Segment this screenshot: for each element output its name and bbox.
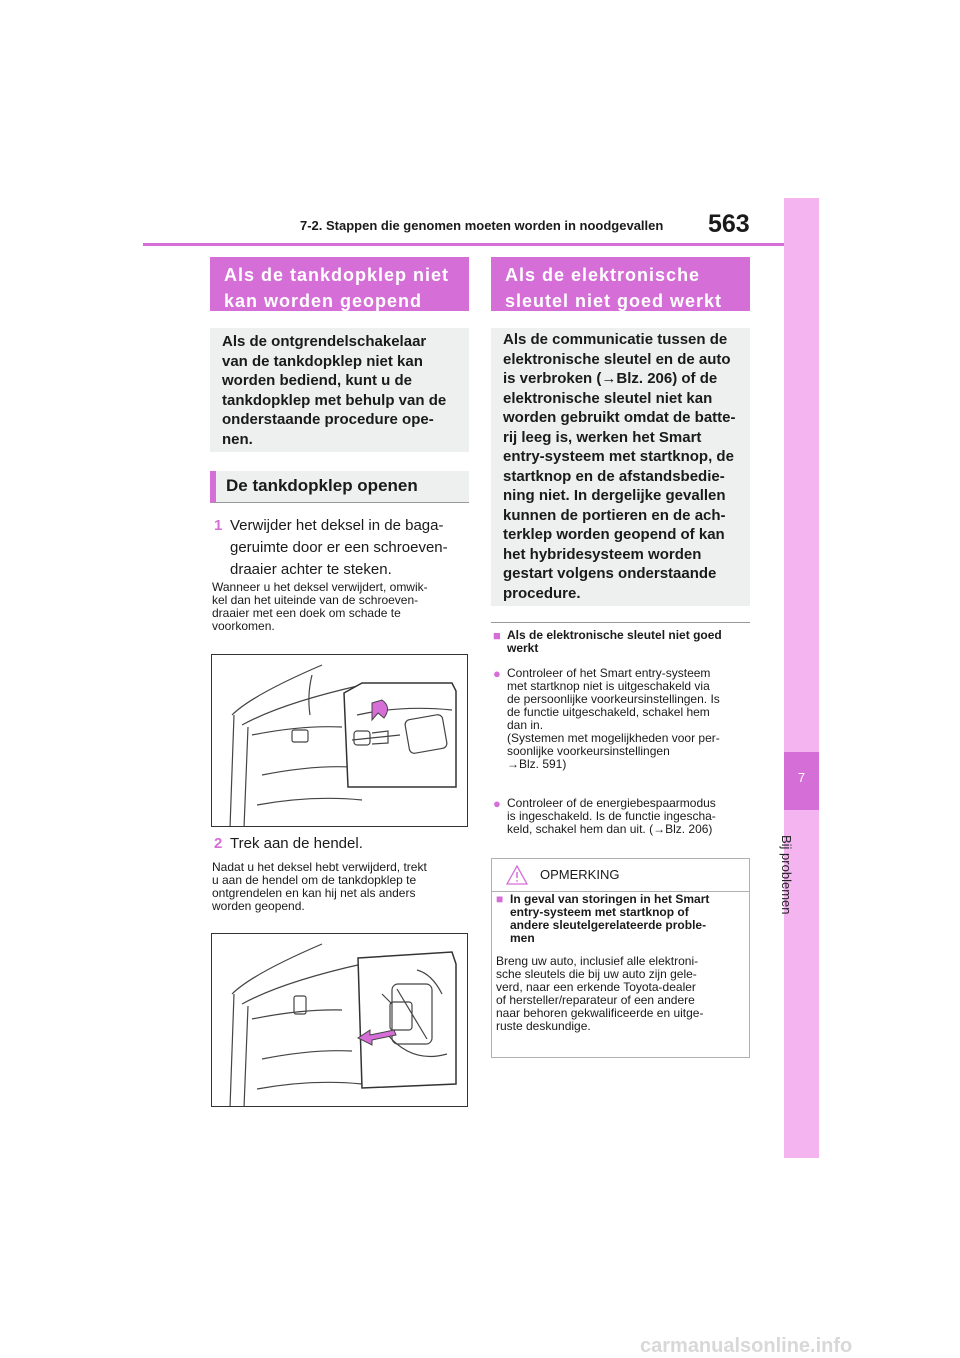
lever-illustration (212, 934, 468, 1107)
step-1-number: 1 (214, 517, 223, 534)
header-rule (143, 243, 784, 246)
chapter-title: Bij problemen (779, 835, 794, 915)
section-header: 7-2. Stappen die genomen moeten worden in noodgevallen (300, 218, 664, 233)
square-bullet-icon: ■ (496, 892, 504, 906)
step-2-number: 2 (214, 835, 223, 852)
smart-key-intro: Als de communicatie tussen de elektronische sleutel en de auto is verbroken (→Blz. 206) of de elektronische sleutel niet kan worden gebruikt omdat de batte- rij leeg is, werken het Smart entry-systeem met startknop, de startknop en de afstandsbedie- ning niet. In dergelijke gevallen kunnen de portieren en de ach- terklep worden geopend of kan het hybridesysteem worden gestart volgens onderstaande procedure. (491, 328, 750, 606)
chapter-tab (784, 198, 819, 1158)
figure-pull-lever (211, 933, 468, 1107)
fuel-door-section-title: Als de tankdopklep niet kan worden geopend (210, 257, 469, 311)
smart-key-section-title: Als de elektronische sleutel niet goed werkt (491, 257, 750, 311)
notice-subheading (496, 893, 746, 945)
notice-subheading-text: In geval van storingen in het Smart entry-systeem met startknop of andere sleutelgerelateerde proble- men (510, 892, 710, 945)
bullet-check-smart-entry (493, 667, 751, 771)
bullet-check-smart-entry-text: Controleer of het Smart entry-systeem met startknop niet is uitgeschakeld via de persoonlijke voorkeursinstellingen. Is de functie uitgeschakeld, schakel hem dan in. (Systemen met mogelijkheden voor per- soonlijke voorkeursinstellingen →Blz. 591) (507, 666, 720, 771)
figure-remove-cover (211, 654, 468, 827)
watermark: carmanualsonline.info (640, 1335, 853, 1357)
step-1-text: Verwijder het deksel in de baga- geruimte door er een schroeven- draaier achter te steken. (230, 517, 448, 578)
warning-triangle-icon (506, 865, 528, 885)
step-1-note: Wanneer u het deksel verwijdert, omwik- kel dan het uiteinde van de schroeven- draaier met een doek om schade te voorkomen. (212, 580, 428, 633)
circle-bullet-icon: ● (493, 666, 501, 681)
notice-body: Breng uw auto, inclusief alle elektroni- sche sleutels die bij uw auto zijn gele- verd, naar een erkende Toyota-dealer of hersteller/reparateur of een andere naar behoren gekwalificeerde en uitge- ruste deskundige. (496, 954, 704, 1033)
notice-title: OPMERKING (540, 867, 620, 882)
step-2-note: Nadat u het deksel hebt verwijderd, trekt u aan de hendel om de tankdopklep te ontgrendelen en kan hij net als anders worden geopend. (212, 860, 427, 913)
smart-key-subheading (493, 629, 751, 655)
page-number: 563 (708, 210, 750, 238)
step-1 (214, 515, 448, 581)
notice-box (491, 858, 750, 1058)
smart-key-subheading-text: Als de elektronische sleutel niet goed werkt (507, 628, 722, 655)
chapter-number: 7 (797, 770, 806, 785)
step-2 (214, 833, 363, 855)
step-2-text: Trek aan de hendel. (230, 835, 363, 852)
bullet-check-power-save (493, 797, 751, 836)
trunk-cover-illustration (212, 655, 468, 827)
fuel-door-intro: Als de ontgrendelschakelaar van de tankdopklep niet kan worden bediend, kunt u de tankdopklep met behulp van de onderstaande procedure ope- nen. (210, 328, 469, 452)
bullet-check-power-save-text: Controleer of de energiebespaarmodus is ingeschakeld. Is de functie ingescha- keld, schakel hem dan uit. (→Blz. 206) (507, 796, 716, 836)
square-bullet-icon: ■ (493, 628, 501, 643)
column-divider (491, 622, 750, 623)
circle-bullet-icon: ● (493, 796, 501, 811)
fuel-door-subheading: De tankdopklep openen (210, 471, 469, 503)
